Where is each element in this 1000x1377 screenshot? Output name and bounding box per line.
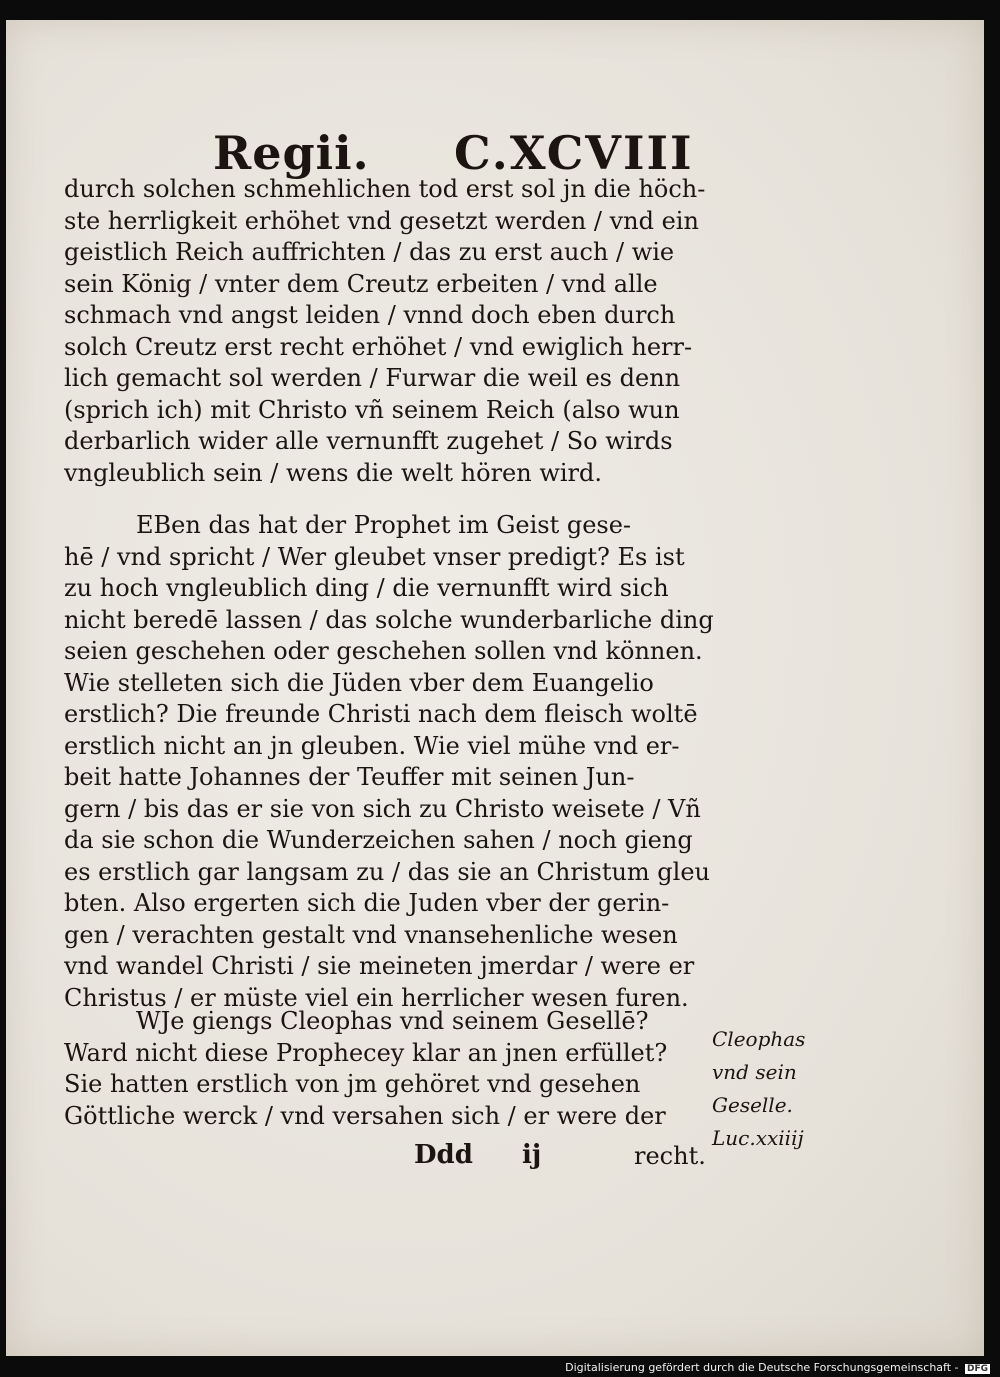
margin-note-line: Cleophas: [712, 1027, 806, 1051]
text-line: WJe giengs Cleophas vnd seinem Gesellē?: [136, 1007, 649, 1035]
text-line: beit hatte Johannes der Teuffer mit seinen Jun-: [64, 763, 635, 791]
text-line: bten. Also ergerten sich die Juden vber der gerin-: [64, 889, 670, 917]
text-line: (sprich ich) mit Christo vñ seinem Reich (also wun: [64, 395, 680, 424]
text-line: geistlich Reich auffrichten / das zu erst auch / wie: [64, 238, 675, 266]
text-line: solch Creutz erst recht erhöhet / vnd ewiglich herr-: [64, 332, 693, 361]
paragraph-2: [64, 510, 724, 1014]
text-line: Göttliche werck / vnd versahen sich / er were der: [64, 1101, 666, 1130]
folio-number: C.XCVIII: [454, 126, 694, 180]
running-head: Regii.: [213, 126, 370, 180]
margin-note-line: vnd sein: [712, 1060, 797, 1084]
text-line: EBen das hat der Prophet im Geist gese-: [136, 511, 632, 539]
text-line: vngleublich sein / wens die welt hören wird.: [64, 458, 603, 487]
text-line: erstlich? Die freunde Christi nach dem fleisch woltē: [64, 700, 698, 728]
text-line: zu hoch vngleublich ding / die vernunfft wird sich: [64, 574, 669, 602]
text-line: gern / bis das er sie von sich zu Christo weisete / Vñ: [64, 794, 701, 823]
text-line: durch solchen schmehlichen tod erst sol jn die höch-: [64, 175, 706, 203]
text-line: schmach vnd angst leiden / vnnd doch eben durch: [64, 301, 676, 329]
paragraph-3: [64, 1006, 704, 1132]
catchword: recht.: [634, 1142, 706, 1170]
text-line: erstlich nicht an jn gleuben. Wie viel mühe vnd er-: [64, 731, 680, 760]
margin-note-line: Geselle.: [712, 1093, 793, 1117]
text-line: es erstlich gar langsam zu / das sie an Christum gleu: [64, 857, 711, 886]
footer-text: Digitalisierung gefördert durch die Deutsche Forschungsgemeinschaft -: [565, 1361, 959, 1374]
dfg-logo: DFG: [966, 1364, 988, 1374]
text-line: ste herrligkeit erhöhet vnd gesetzt werden / vnd ein: [64, 206, 699, 235]
text-line: da sie schon die Wunderzeichen sahen / noch gieng: [64, 826, 693, 854]
text-line: gen / verachten gestalt vnd vnansehenliche wesen: [64, 920, 678, 949]
text-line: vnd wandel Christi / sie meineten jmerdar / were er: [64, 952, 695, 980]
text-line: derbarlich wider alle vernunfft zugehet / So wirds: [64, 427, 673, 455]
text-line: sein König / vnter dem Creutz erbeiten / vnd alle: [64, 269, 658, 298]
signature-mark: Ddd ij: [414, 1140, 542, 1170]
book-page: [6, 20, 984, 1356]
margin-note: [712, 1023, 805, 1155]
text-line: lich gemacht sol werden / Furwar die weil es denn: [64, 364, 681, 392]
text-line: nicht beredē lassen / das solche wunderbarliche ding: [64, 605, 714, 634]
text-line: hē / vnd spricht / Wer gleubet vnser predigt? Es ist: [64, 542, 685, 571]
digitization-footer: [565, 1361, 990, 1374]
text-line: Christus / er müste viel ein herrlicher wesen furen.: [64, 983, 689, 1012]
margin-note-line: Luc.xxiiij: [712, 1126, 804, 1150]
paragraph-1: [64, 174, 724, 489]
text-line: Wie stelleten sich die Jüden vber dem Euangelio: [64, 668, 654, 697]
text-line: seien geschehen oder geschehen sollen vnd können.: [64, 637, 703, 665]
text-line: Sie hatten erstlich von jm gehöret vnd gesehen: [64, 1070, 641, 1098]
text-line: Ward nicht diese Prophecey klar an jnen erfüllet?: [64, 1038, 668, 1067]
